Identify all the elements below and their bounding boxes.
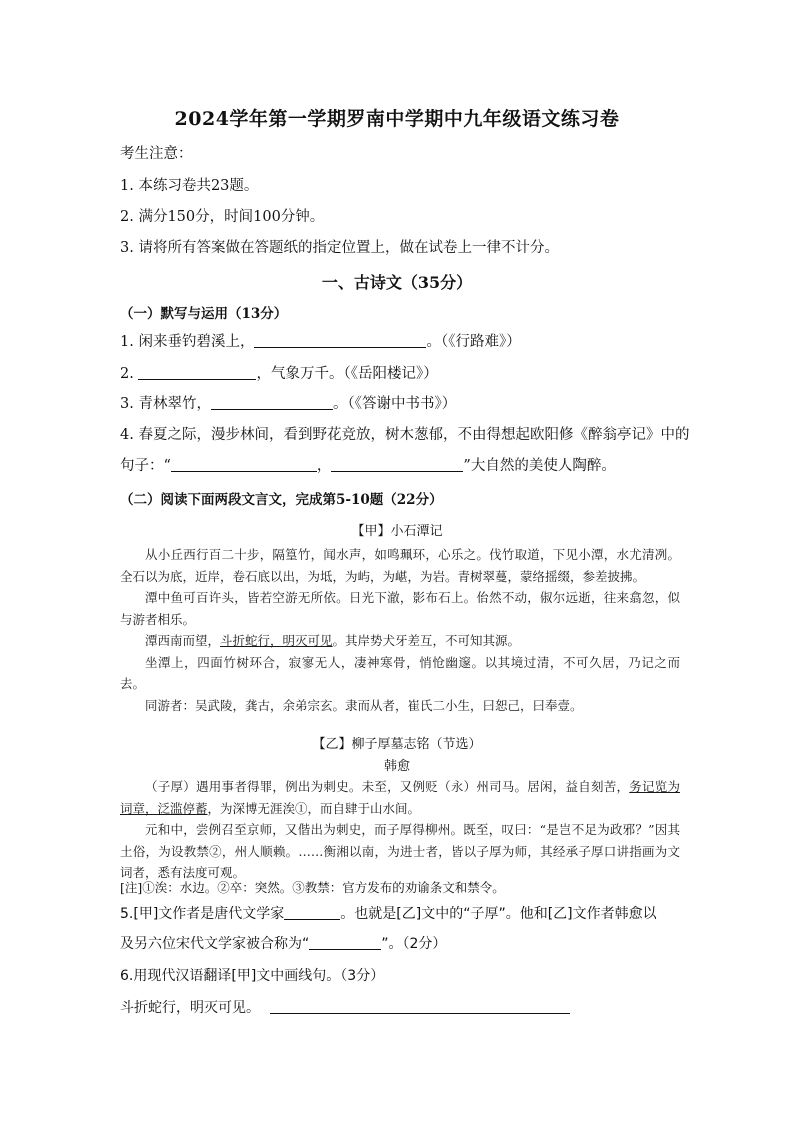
question-1 [120, 332, 521, 352]
pb1-part-b: ，为深博无涯涘①，而自肆于山水间。 [207, 800, 421, 816]
q5-answer-blank-1[interactable] [284, 905, 340, 920]
q4-answer-blank-2[interactable] [331, 457, 463, 472]
page-title: 2024学年第一学期罗南中学期中九年级语文练习卷 [174, 108, 620, 130]
notice-item-3: 3. 请将所有答案做在答题纸的指定位置上，做在试卷上一律不计分。 [120, 240, 559, 256]
passage-b-paragraph-2: 元和中，尝例召至京师，又偕出为刺史，而子厚得柳州。既至，叹曰：“是岂不足为政邪？”因其土俗，为设教禁②，州人顺赖。……衡湘以南，为进士者，皆以子厚为师，其经承子厚口讲指画为文词者，悉有法度可观。 [120, 822, 680, 880]
q2-suffix: ，气象万千。（《岳阳楼记》） [256, 366, 438, 382]
q3-answer-blank[interactable] [211, 395, 333, 410]
q5-part-c: 及另六位宋代文学家被合称为“ [120, 936, 310, 952]
q6-answer-blank[interactable] [270, 999, 570, 1014]
passage-b-title: 【乙】柳子厚墓志铭（节选） [312, 737, 482, 752]
passage-b-paragraph-1 [120, 776, 680, 819]
q4-prefix: 句子：“ [120, 458, 171, 474]
q3-suffix: 。（《答谢中书书》） [332, 396, 457, 412]
question-6-answer-line [120, 998, 570, 1018]
notice-item-1: 1. 本练习卷共23题。 [120, 178, 259, 194]
question-4-line1: 4. 春夏之际，漫步林间，看到野花竞放，树木葱郁，不由得想起欧阳修《醉翁亭记》中的 [120, 427, 690, 443]
passage-b-author: 韩愈 [383, 759, 410, 774]
question-2 [120, 364, 438, 384]
q3-prefix: 3. 青林翠竹， [120, 396, 211, 412]
q5-answer-blank-2[interactable] [309, 935, 381, 950]
passage-a-title: 【甲】小石潭记 [351, 524, 443, 539]
part1-title: （一）默写与运用（13分） [120, 306, 288, 322]
part2-title: （二）阅读下面两段文言文，完成第5-10题（22分） [120, 492, 443, 508]
q1-suffix: 。（《行路难》） [426, 334, 521, 350]
q5-part-a: 5.[甲]文作者是唐代文学家 [120, 906, 285, 922]
p3-prefix: 潭西南而望， [145, 633, 221, 648]
notice-item-2: 2. 满分150分，时间100分钟。 [120, 209, 325, 225]
q5-part-d: ”。（2分） [381, 936, 447, 952]
question-6: 6.用现代汉语翻译[甲]文中画线句。（3分） [120, 968, 385, 984]
p3-suffix: 。其岸势犬牙差互，不可知其源。 [332, 633, 521, 648]
q4-suffix: ”大自然的美使人陶醉。 [463, 458, 616, 474]
question-4-line2 [120, 456, 616, 476]
annotation-note: [注]①涘：水边。②卒：突然。③教禁：官方发布的劝谕条文和禁令。 [120, 880, 505, 895]
passage-a-paragraph-2: 潭中鱼可百许头，皆若空游无所依。日光下澈，影布石上。佁然不动，俶尔远逝，往来翕忽，似与游者相乐。 [120, 590, 680, 627]
passage-a-paragraph-5: 同游者：吴武陵，龚古，余弟宗玄。隶而从者，崔氏二小生，曰恕己，曰奉壹。 [145, 697, 583, 713]
q1-answer-blank[interactable] [254, 333, 426, 348]
q2-prefix: 2. [120, 366, 139, 382]
q5-part-b: 。也就是[乙]文中的“子厚”。他和[乙]文作者韩愈以 [340, 906, 657, 922]
question-3 [120, 394, 456, 414]
passage-a-paragraph-1: 从小丘西行百二十步，隔篁竹，闻水声，如鸣珮环，心乐之。伐竹取道，下见小潭，水尤清冽。全石以为底，近岸，卷石底以出，为坻，为屿，为嵁，为岩。青树翠蔓，蒙络摇缀，参差披拂。 [120, 547, 680, 584]
q1-prefix: 1. 闲来垂钓碧溪上， [120, 334, 255, 350]
passage-b-body [120, 776, 680, 884]
question-5-line1 [120, 904, 657, 924]
q4-answer-blank-1[interactable] [171, 457, 317, 472]
q2-answer-blank[interactable] [138, 365, 256, 380]
notice-heading: 考生注意： [120, 146, 193, 162]
passage-a-body [120, 544, 680, 716]
underlined-sentence-b: 务记览为词章，泛滥停蓄 [120, 779, 680, 816]
q6-sentence: 斗折蛇行，明灭可见。 [120, 1000, 260, 1016]
underlined-sentence-a: 斗折蛇行，明灭可见 [220, 633, 333, 648]
passage-a-paragraph-4: 坐潭上，四面竹树环合，寂寥无人，凄神寒骨，悄怆幽邃。以其境过清，不可久居，乃记之而去。 [120, 654, 680, 691]
question-5-line2 [120, 934, 446, 954]
pb1-part-a: （子厚）遇用事者得罪，例出为刺史。未至，又例贬（永）州司马。居闲，益自刻苦， [145, 779, 630, 794]
section-title: 一、古诗文（35分） [321, 273, 473, 292]
passage-a-paragraph-3 [120, 630, 680, 652]
q4-middle: ， [316, 458, 332, 474]
